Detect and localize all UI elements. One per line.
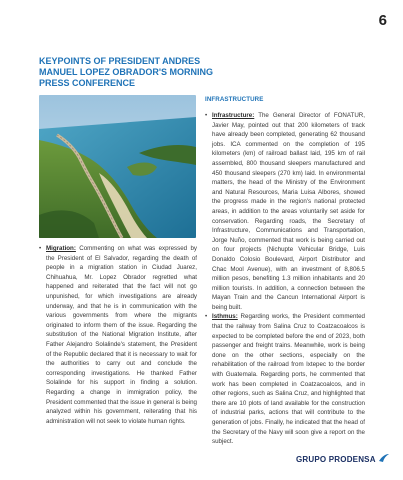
item-title: Migration:: [46, 245, 76, 252]
page-number: 6: [378, 12, 387, 29]
section-label-infrastructure: INFRASTRUCTURE: [205, 96, 264, 103]
coastal-road-photo: [39, 95, 196, 238]
logo-text: GRUPO PRODENSA: [296, 454, 376, 464]
item-title: Infrastructure:: [212, 112, 255, 119]
logo-swoosh-icon: [378, 450, 390, 468]
item-text: Commenting on what was expressed by the President of El Salvador, regarding the death of people in a migration station in Ciudad Juarez, Chihuahua, Mr. Lopez Obrador regretted what happened and reiterated that the fact will not go unpunished, for which investigations are already underway, and that he is in communication with the various governments from where the migrants originated to inform them of the issue. Regarding the substitution of the National Migration Institute, after Father Alejandro Solalinde's statement, the President of the Republic declared that it is necessary to wait for the authorities to carry out and conclude the corresponding investigations. He thanked Father Solalinde for his support in finding a solution. Regarding a change in immigration policy, the President commented that the issue in general is being analyzed within his government, reiterating that his administration will not seek to violate human rights.: [46, 245, 197, 425]
item-text: The General Director of FONATUR, Javier May, pointed out that 200 kilometers of track have already been completed, generating 62 thousand jobs. ICA commented on the completion of 195 kilometers (km) of railroad ballast laid, 195 km of rail assembled, 800 thousand sleepers manufactured and 450 thousand sleepers (270 km) laid. In environmental matters, the head of the Ministry of the Environment and Natural Resources, Maria Luisa Albores, showed the progress made in the region's national protected areas, in addition to the areas voluntarily set aside for conservation. Regarding roads, the Secretary of Infrastructure, Communications and Transportation, Jorge Nuño, commented that work is being carried out on four projects (Nichupte Vehicular Bridge, Luis Donaldo Colosio Boulevard, Airport Distributor and Chac Mool Avenue), with an investment of 8,806.5 million pesos, benefiting 1.3 million inhabitants and 20 million tourists. In addition, a connection between the Mayan Train and the Cancun International Airport is being built.: [212, 112, 365, 311]
list-item: [205, 111, 365, 312]
left-column: [39, 244, 197, 426]
page-headline: KEYPOINTS OF PRESIDENT ANDRES MANUEL LOPEZ OBRADOR'S MORNING PRESS CONFERENCE: [39, 56, 213, 88]
company-logo: [296, 450, 390, 468]
right-column: [205, 111, 365, 447]
item-text: Regarding works, the President commented that the railway from Salina Cruz to Coatzacoalcos is expected to be completed before the end of 2023, both passenger and freight trains. Meanwhile, work is being done on the other sections, especially on the rehabilitation of the railroad from Ixtepec to the border with Guatemala. Regarding ports, he commented that work has been completed in Coatzacoalcos, and in other regions, such as Salina Cruz, and highlighted that there are 10 plots of land available for the construction of industrial parks, actions that will contribute to the generation of jobs. Finally, he indicated that the head of the Secretary of the Navy will soon give a report on the subject.: [212, 313, 365, 446]
list-item: [39, 244, 197, 426]
item-title: Isthmus:: [212, 313, 238, 321]
list-item: [205, 312, 365, 446]
